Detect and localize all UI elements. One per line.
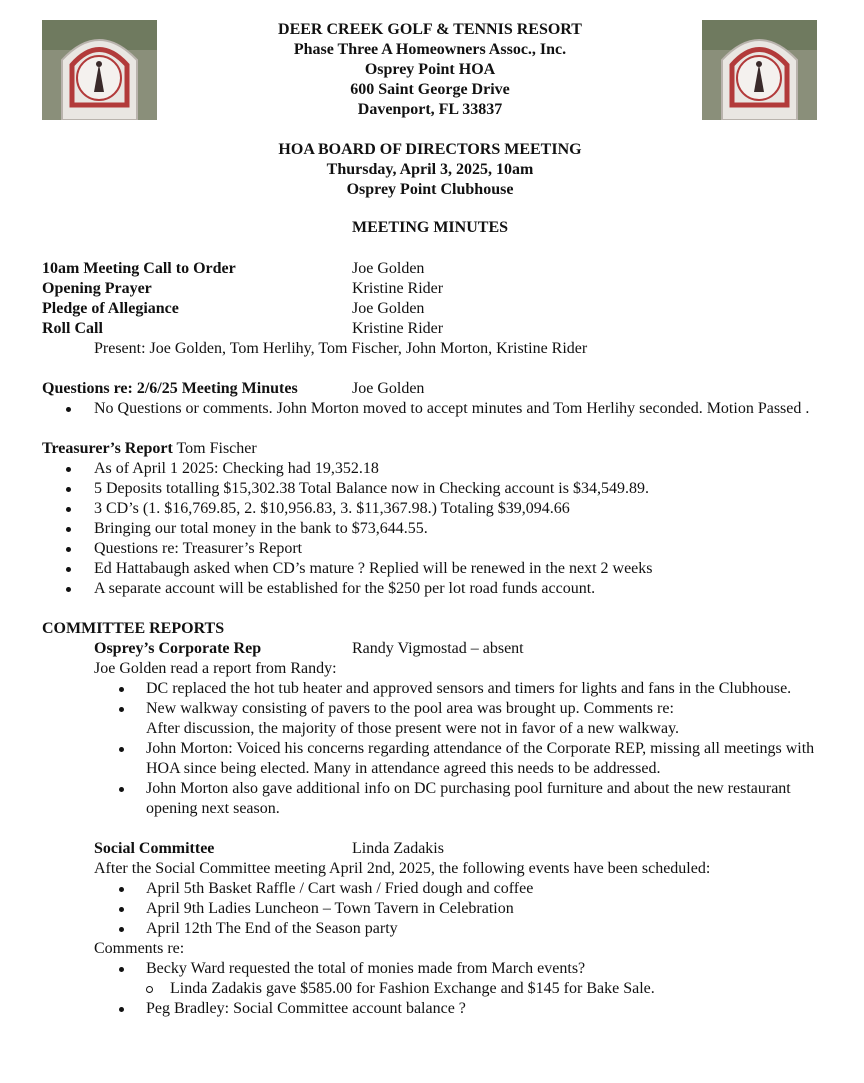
- bullet-icon: [119, 707, 124, 712]
- treasurer-heading: [42, 439, 832, 459]
- meeting-location: Osprey Point Clubhouse: [346, 181, 514, 198]
- list-item: April 9th Ladies Luncheon – Town Tavern in Celebration: [42, 899, 832, 919]
- list-item: Questions re: Treasurer’s Report: [42, 539, 832, 559]
- list-item: Peg Bradley: Social Committee account balance ?: [42, 999, 832, 1019]
- bullet-icon: [66, 527, 71, 532]
- agenda-row: [42, 259, 832, 279]
- meeting-title: HOA BOARD OF DIRECTORS MEETING: [278, 141, 582, 158]
- social-committee-heading: [42, 839, 832, 859]
- bullet-icon: [66, 547, 71, 552]
- social-events-list: [42, 879, 832, 939]
- bullet-icon: [119, 1007, 124, 1012]
- agenda-row: [42, 319, 832, 339]
- bullet-icon: [119, 687, 124, 692]
- treasurer-list: [42, 459, 832, 599]
- bullet-icon: [66, 407, 71, 412]
- bullet-icon: [119, 967, 124, 972]
- questions-list: [42, 399, 832, 419]
- circle-bullet-icon: [146, 986, 153, 993]
- list-item: New walkway consisting of pavers to the pool area was brought up. Comments re: After discussion, the majority of those present were not in favor of a new walkway.: [42, 699, 832, 739]
- list-item: A separate account will be established for the $250 per lot road funds account.: [42, 579, 832, 599]
- agenda-label: Roll Call: [42, 320, 103, 337]
- social-intro: After the Social Committee meeting April 2nd, 2025, the following events have been scheduled:: [94, 860, 711, 877]
- corporate-rep-person: Randy Vigmostad – absent: [352, 640, 524, 657]
- agenda-person: Joe Golden: [352, 260, 425, 277]
- bullet-icon: [66, 487, 71, 492]
- comments-label: Comments re:: [94, 940, 185, 957]
- osprey-point-sign-logo-left: [42, 20, 157, 120]
- agenda-person: Kristine Rider: [352, 280, 444, 297]
- list-item: No Questions or comments. John Morton moved to accept minutes and Tom Herlihy seconded. Motion Passed .: [42, 399, 832, 419]
- list-item: Ed Hattabaugh asked when CD’s mature ? Replied will be renewed in the next 2 weeks: [42, 559, 832, 579]
- social-comments-list: [42, 959, 832, 1019]
- bullet-icon: [119, 787, 124, 792]
- list-item: April 5th Basket Raffle / Cart wash / Fried dough and coffee: [42, 879, 832, 899]
- list-item: 3 CD’s (1. $16,769.85, 2. $10,956.83, 3. $11,367.98.) Totaling $39,094.66: [42, 499, 832, 519]
- list-item: 5 Deposits totalling $15,302.38 Total Balance now in Checking account is $34,549.89.: [42, 479, 832, 499]
- list-item: John Morton: Voiced his concerns regarding attendance of the Corporate REP, missing all meetings with HOA since being elected. Many in attendance agreed this needs to be addressed.: [42, 739, 832, 779]
- bullet-icon: [66, 507, 71, 512]
- social-committee-person: Linda Zadakis: [352, 840, 444, 857]
- list-item: John Morton also gave additional info on DC purchasing pool furniture and about the new restaurant opening next season.: [42, 779, 832, 819]
- treasurer-label: Treasurer’s Report: [42, 440, 173, 457]
- committee-reports-heading: COMMITTEE REPORTS: [42, 620, 225, 637]
- agenda-label: 10am Meeting Call to Order: [42, 260, 236, 277]
- treasurer-person: Tom Fischer: [176, 440, 257, 457]
- minutes-title: MEETING MINUTES: [351, 219, 509, 236]
- present-list: Present: Joe Golden, Tom Herlihy, Tom Fischer, John Morton, Kristine Rider: [94, 340, 588, 357]
- bullet-icon: [66, 467, 71, 472]
- meeting-info: [200, 140, 660, 200]
- list-item: Bringing our total money in the bank to $73,644.55.: [42, 519, 832, 539]
- bullet-icon: [119, 747, 124, 752]
- agenda-label: Pledge of Allegiance: [42, 300, 179, 317]
- corporate-rep-heading: [42, 639, 832, 659]
- corporate-intro: Joe Golden read a report from Randy:: [94, 660, 337, 677]
- social-committee-label: Social Committee: [94, 840, 215, 857]
- list-item: As of April 1 2025: Checking had 19,352.18: [42, 459, 832, 479]
- list-item: Becky Ward requested the total of monies made from March events?: [42, 959, 832, 979]
- corporate-rep-label: Osprey’s Corporate Rep: [94, 640, 262, 657]
- osprey-point-sign-logo-right: [702, 20, 817, 120]
- agenda-person: Joe Golden: [352, 300, 425, 317]
- association-name: Phase Three A Homeowners Assoc., Inc.: [293, 41, 567, 58]
- hoa-name: Osprey Point HOA: [364, 61, 496, 78]
- list-item: Linda Zadakis gave $585.00 for Fashion Exchange and $145 for Bake Sale.: [42, 979, 832, 999]
- questions-label: Questions re: 2/6/25 Meeting Minutes: [42, 380, 298, 397]
- bullet-icon: [66, 567, 71, 572]
- street-address: 600 Saint George Drive: [350, 81, 510, 98]
- bullet-icon: [119, 907, 124, 912]
- questions-heading: [42, 379, 832, 399]
- resort-name: DEER CREEK GOLF & TENNIS RESORT: [278, 21, 582, 38]
- agenda-row: [42, 279, 832, 299]
- meeting-date: Thursday, April 3, 2025, 10am: [326, 161, 534, 178]
- list-item: April 12th The End of the Season party: [42, 919, 832, 939]
- agenda-person: Kristine Rider: [352, 320, 444, 337]
- minutes-body: [42, 259, 832, 1019]
- list-item: DC replaced the hot tub heater and approved sensors and timers for lights and fans in the Clubhouse.: [42, 679, 832, 699]
- bullet-icon: [119, 927, 124, 932]
- questions-person: Joe Golden: [352, 380, 425, 397]
- bullet-icon: [66, 587, 71, 592]
- association-header: [200, 20, 660, 120]
- corporate-list: [42, 679, 832, 819]
- bullet-icon: [119, 887, 124, 892]
- agenda-row: [42, 299, 832, 319]
- agenda-label: Opening Prayer: [42, 280, 152, 297]
- city-state-zip: Davenport, FL 33837: [357, 101, 503, 118]
